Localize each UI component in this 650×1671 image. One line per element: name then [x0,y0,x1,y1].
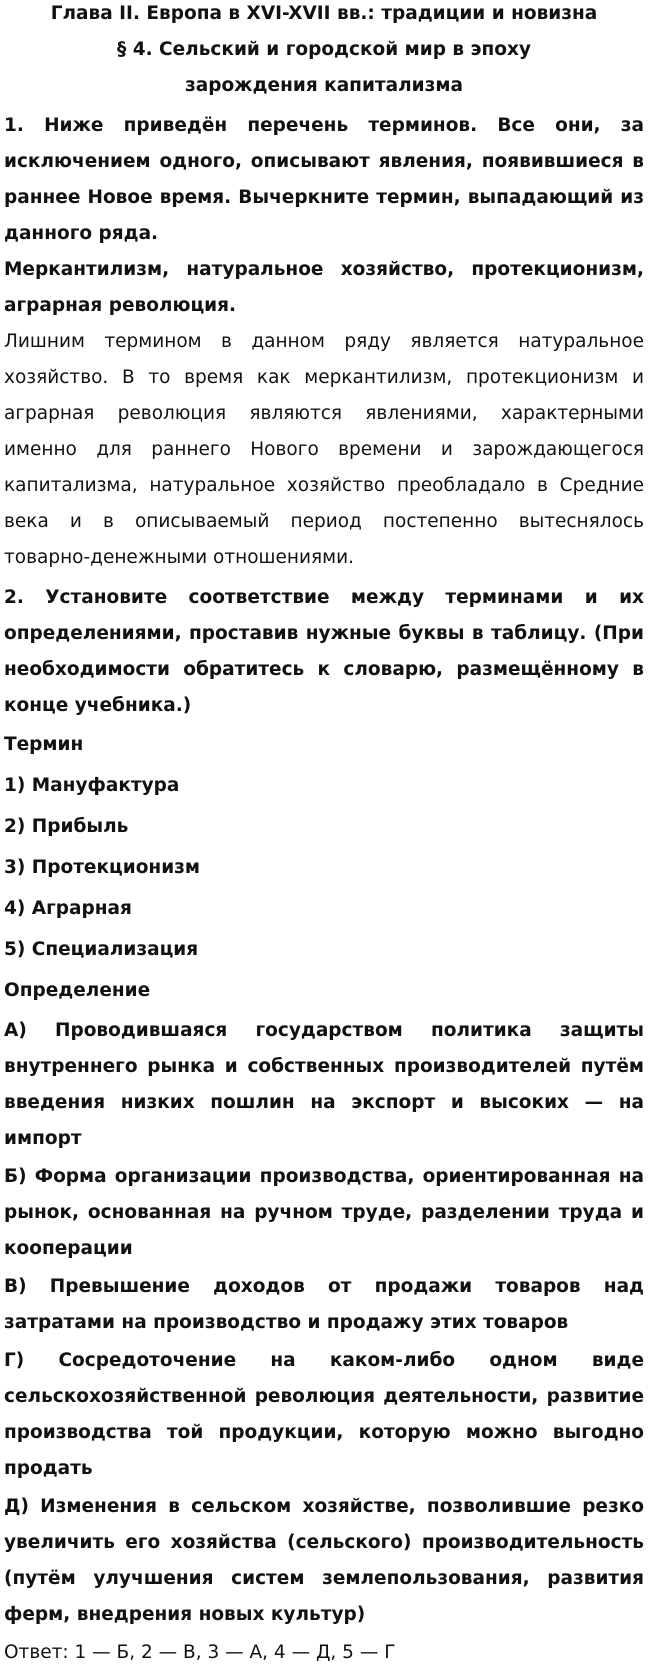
definition-item: А) Проводившаяся государством политика защиты внутреннего рынка и собственных производителей путём введения низких пошлин на экспорт и высоких — на импорт [4,1020,644,1149]
term-item: 1) Мануфактура [4,775,180,796]
definitions-heading: Определение [4,980,151,1001]
term-item: 2) Прибыль [4,816,129,837]
task1-question: 1. Ниже приведён перечень терминов. Все они, за исключением одного, описывают явления, появившиеся в раннее Новое время. Вычеркните термин, выпадающий из данного ряда. [4,115,644,244]
section-title-line-1: § 4. Сельский и городской мир в эпоху [117,39,531,60]
task1-answer: Лишним термином в данном ряду является натуральное хозяйство. В то время как меркантилизм, протекционизм и аграрная революция являются явлениями, характерными именно для раннего Нового времени и зарождающегося капитализма, натуральное хозяйство преобладало в Средние века и в описываемый период постепенно вытеснялось товарно-денежными отношениями. [4,331,644,568]
term-item: 5) Специализация [4,939,199,960]
definition-item: Д) Изменения в сельском хозяйстве, позволившие резко увеличить его хозяйства (сельского) производительность (путём улучшения систем землепользования, развития ферм, внедрения новых культур) [4,1496,644,1625]
term-item: 3) Протекционизм [4,857,201,878]
task2-question: 2. Установите соответствие между терминами и их определениями, проставив нужные буквы в таблицу. (При необходимости обратитесь к словарю, размещённому в конце учебника.) [4,587,644,716]
term-item: 4) Аграрная [4,898,132,919]
task1-terms: Меркантилизм, натуральное хозяйство, протекционизм, аграрная революция. [4,259,644,316]
task2-answer: Ответ: 1 — Б, 2 — В, 3 — А, 4 — Д, 5 — Г [4,1642,396,1663]
chapter-title: Глава II. Европа в XVI-XVII вв.: традиции и новизна [50,3,598,24]
definition-item: Б) Форма организации производства, ориентированная на рынок, основанная на ручном труде, разделении труда и кооперации [4,1166,644,1259]
section-title-line-2: зарождения капитализма [184,75,463,96]
definition-item: Г) Сосредоточение на каком-либо одном виде сельскохозяйственной революция деятельности, развитие производства той продукции, которую можно выгодно продать [4,1350,644,1479]
terms-heading: Термин [4,734,84,755]
page-header [4,0,644,104]
definition-item: В) Превышение доходов от продажи товаров над затратами на производство и продажу этих товаров [4,1276,644,1333]
